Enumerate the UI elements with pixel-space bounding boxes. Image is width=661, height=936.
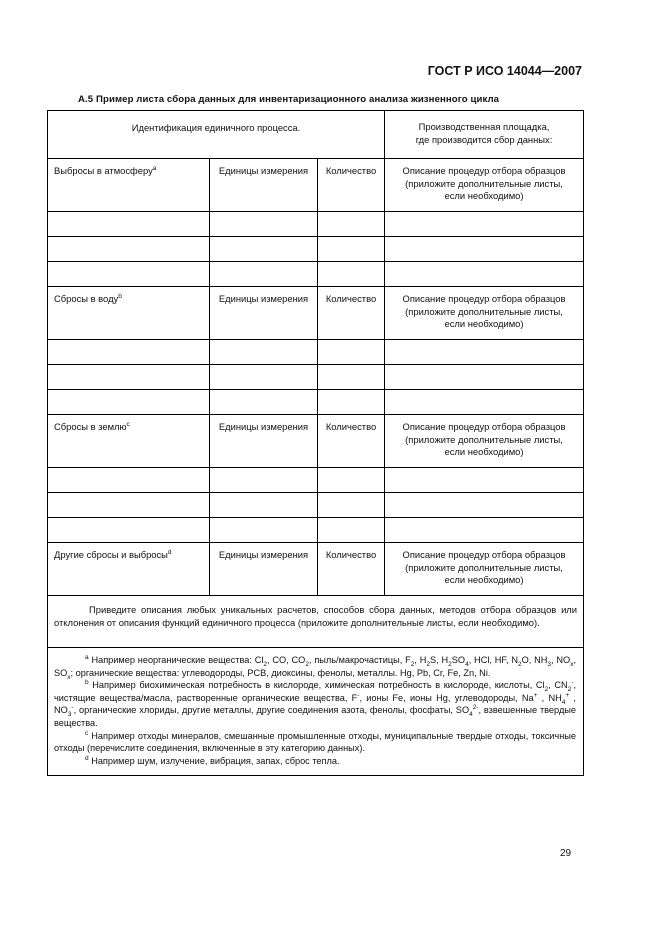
quantity-column-header: Количество	[318, 287, 385, 340]
quantity-column-header: Количество	[318, 415, 385, 468]
production-site[interactable]	[385, 111, 584, 159]
data-collection-sheet	[47, 110, 584, 776]
cell[interactable]	[48, 262, 210, 287]
cell[interactable]	[210, 340, 318, 365]
cell[interactable]	[48, 518, 210, 543]
header-row	[48, 111, 584, 159]
unit-column-header: Единицы измерения	[210, 415, 318, 468]
section-name: Выбросы в атмосферу$^a$	[48, 159, 210, 212]
section-header-land	[48, 415, 584, 468]
footnotes-row	[48, 648, 584, 776]
document-id: ГОСТ Р ИСО 14044—2007	[427, 64, 582, 78]
section-header-water	[48, 287, 584, 340]
footnotes	[48, 648, 584, 776]
table-caption: А.5 Пример листа сбора данных для инвентаризационного анализа жизненного цикла	[78, 94, 500, 105]
cell[interactable]	[318, 237, 385, 262]
cell[interactable]	[318, 493, 385, 518]
table-row	[48, 237, 584, 262]
unit-column-header: Единицы измерения	[210, 159, 318, 212]
section-name: Сбросы в землю$^c$	[48, 415, 210, 468]
cell[interactable]	[385, 237, 584, 262]
section-name: Сбросы в воду$^b$	[48, 287, 210, 340]
cell[interactable]	[48, 340, 210, 365]
cell[interactable]	[48, 390, 210, 415]
quantity-column-header: Количество	[318, 159, 385, 212]
table-row	[48, 493, 584, 518]
cell[interactable]	[210, 365, 318, 390]
section-header-other	[48, 543, 584, 596]
table-row	[48, 390, 584, 415]
cell[interactable]	[385, 493, 584, 518]
table-row	[48, 468, 584, 493]
sampling-description-header: Описание процедур отбора образцов (приложите дополнительные листы, если необходимо)	[385, 543, 584, 596]
cell[interactable]	[318, 340, 385, 365]
cell[interactable]	[318, 518, 385, 543]
instructions-row	[48, 596, 584, 648]
unit-column-header: Единицы измерения	[210, 543, 318, 596]
table-row	[48, 365, 584, 390]
cell[interactable]	[48, 237, 210, 262]
cell[interactable]	[318, 212, 385, 237]
cell[interactable]	[385, 468, 584, 493]
cell[interactable]	[48, 468, 210, 493]
sampling-description-header: Описание процедур отбора образцов (приложите дополнительные листы, если необходимо)	[385, 159, 584, 212]
sampling-description-header: Описание процедур отбора образцов (приложите дополнительные листы, если необходимо)	[385, 415, 584, 468]
cell[interactable]	[210, 390, 318, 415]
footnote-b: $^b$ Например биохимическая потребность в кислороде, химическая потребность в кислороде, кислоты, $Cl_2$, $CN_2^-$, чистящие вещества/масла, растворенные органические вещества, F-, ионы Fe, ионы Hg, углеводороды, Na+ , $NH_4^+$ , $NO_3^-$, органические хлориды, другие металлы, другие соединения азота, фенолы, фосфаты, $SO_4^{2-}$, взвешенные твердые вещества.	[54, 679, 577, 728]
table-row	[48, 518, 584, 543]
footnote-a: $^a$ Например неорганические вещества: $Cl_2$, CO, $CO_2$, пыль/макрочастицы, $F_2$, $H_2S$, $H_2SO_4$, HCl, HF, $N_2O$, $NH_3$, $NO_x$, $SO_x$; органические вещества: углеводороды, PCB, диоксины, фенолы, металлы. Hg, Pb, Cr, Fe, Zn, Ni.	[54, 653, 576, 681]
page-number: 29	[560, 848, 572, 859]
cell[interactable]	[210, 493, 318, 518]
cell[interactable]	[318, 390, 385, 415]
cell[interactable]	[385, 212, 584, 237]
sampling-description-header: Описание процедур отбора образцов (приложите дополнительные листы, если необходимо)	[385, 287, 584, 340]
site-label-line1: Производственная площадка,	[418, 121, 550, 132]
cell[interactable]	[210, 518, 318, 543]
cell[interactable]	[210, 212, 318, 237]
site-label-line2: где производится сбор данных:	[415, 133, 553, 145]
cell[interactable]	[318, 262, 385, 287]
cell[interactable]	[385, 518, 584, 543]
cell[interactable]	[318, 365, 385, 390]
table-row	[48, 262, 584, 287]
cell[interactable]	[318, 468, 385, 493]
cell[interactable]	[385, 390, 584, 415]
quantity-column-header: Количество	[318, 543, 385, 596]
unit-process-identification[interactable]: Идентификация единичного процесса.	[48, 111, 385, 159]
cell[interactable]	[210, 468, 318, 493]
cell[interactable]	[48, 493, 210, 518]
cell[interactable]	[210, 262, 318, 287]
cell[interactable]	[48, 365, 210, 390]
cell[interactable]	[385, 365, 584, 390]
table-row	[48, 212, 584, 237]
footnote-c: $^c$ Например отходы минералов, смешанные промышленные отходы, муниципальные твердые отходы, токсичные отходы (перечислите соединения, включенные в эту категорию данных).	[54, 729, 577, 754]
section-name: Другие сбросы и выбросы$^d$	[48, 543, 210, 596]
cell[interactable]	[48, 212, 210, 237]
cell[interactable]	[385, 340, 584, 365]
footnote-d: $^d$ Например шум, излучение, вибрация, запах, сброс тепла.	[85, 754, 340, 766]
instructions-text[interactable]: Приведите описания любых уникальных расчетов, способов сбора данных, методов отбора образцов или отклонения от описания функций единичного процесса (приложите дополнительные листы, если необходимо).	[48, 596, 584, 648]
table-row	[48, 340, 584, 365]
cell[interactable]	[210, 237, 318, 262]
unit-column-header: Единицы измерения	[210, 287, 318, 340]
section-header-air	[48, 159, 584, 212]
cell[interactable]	[385, 262, 584, 287]
